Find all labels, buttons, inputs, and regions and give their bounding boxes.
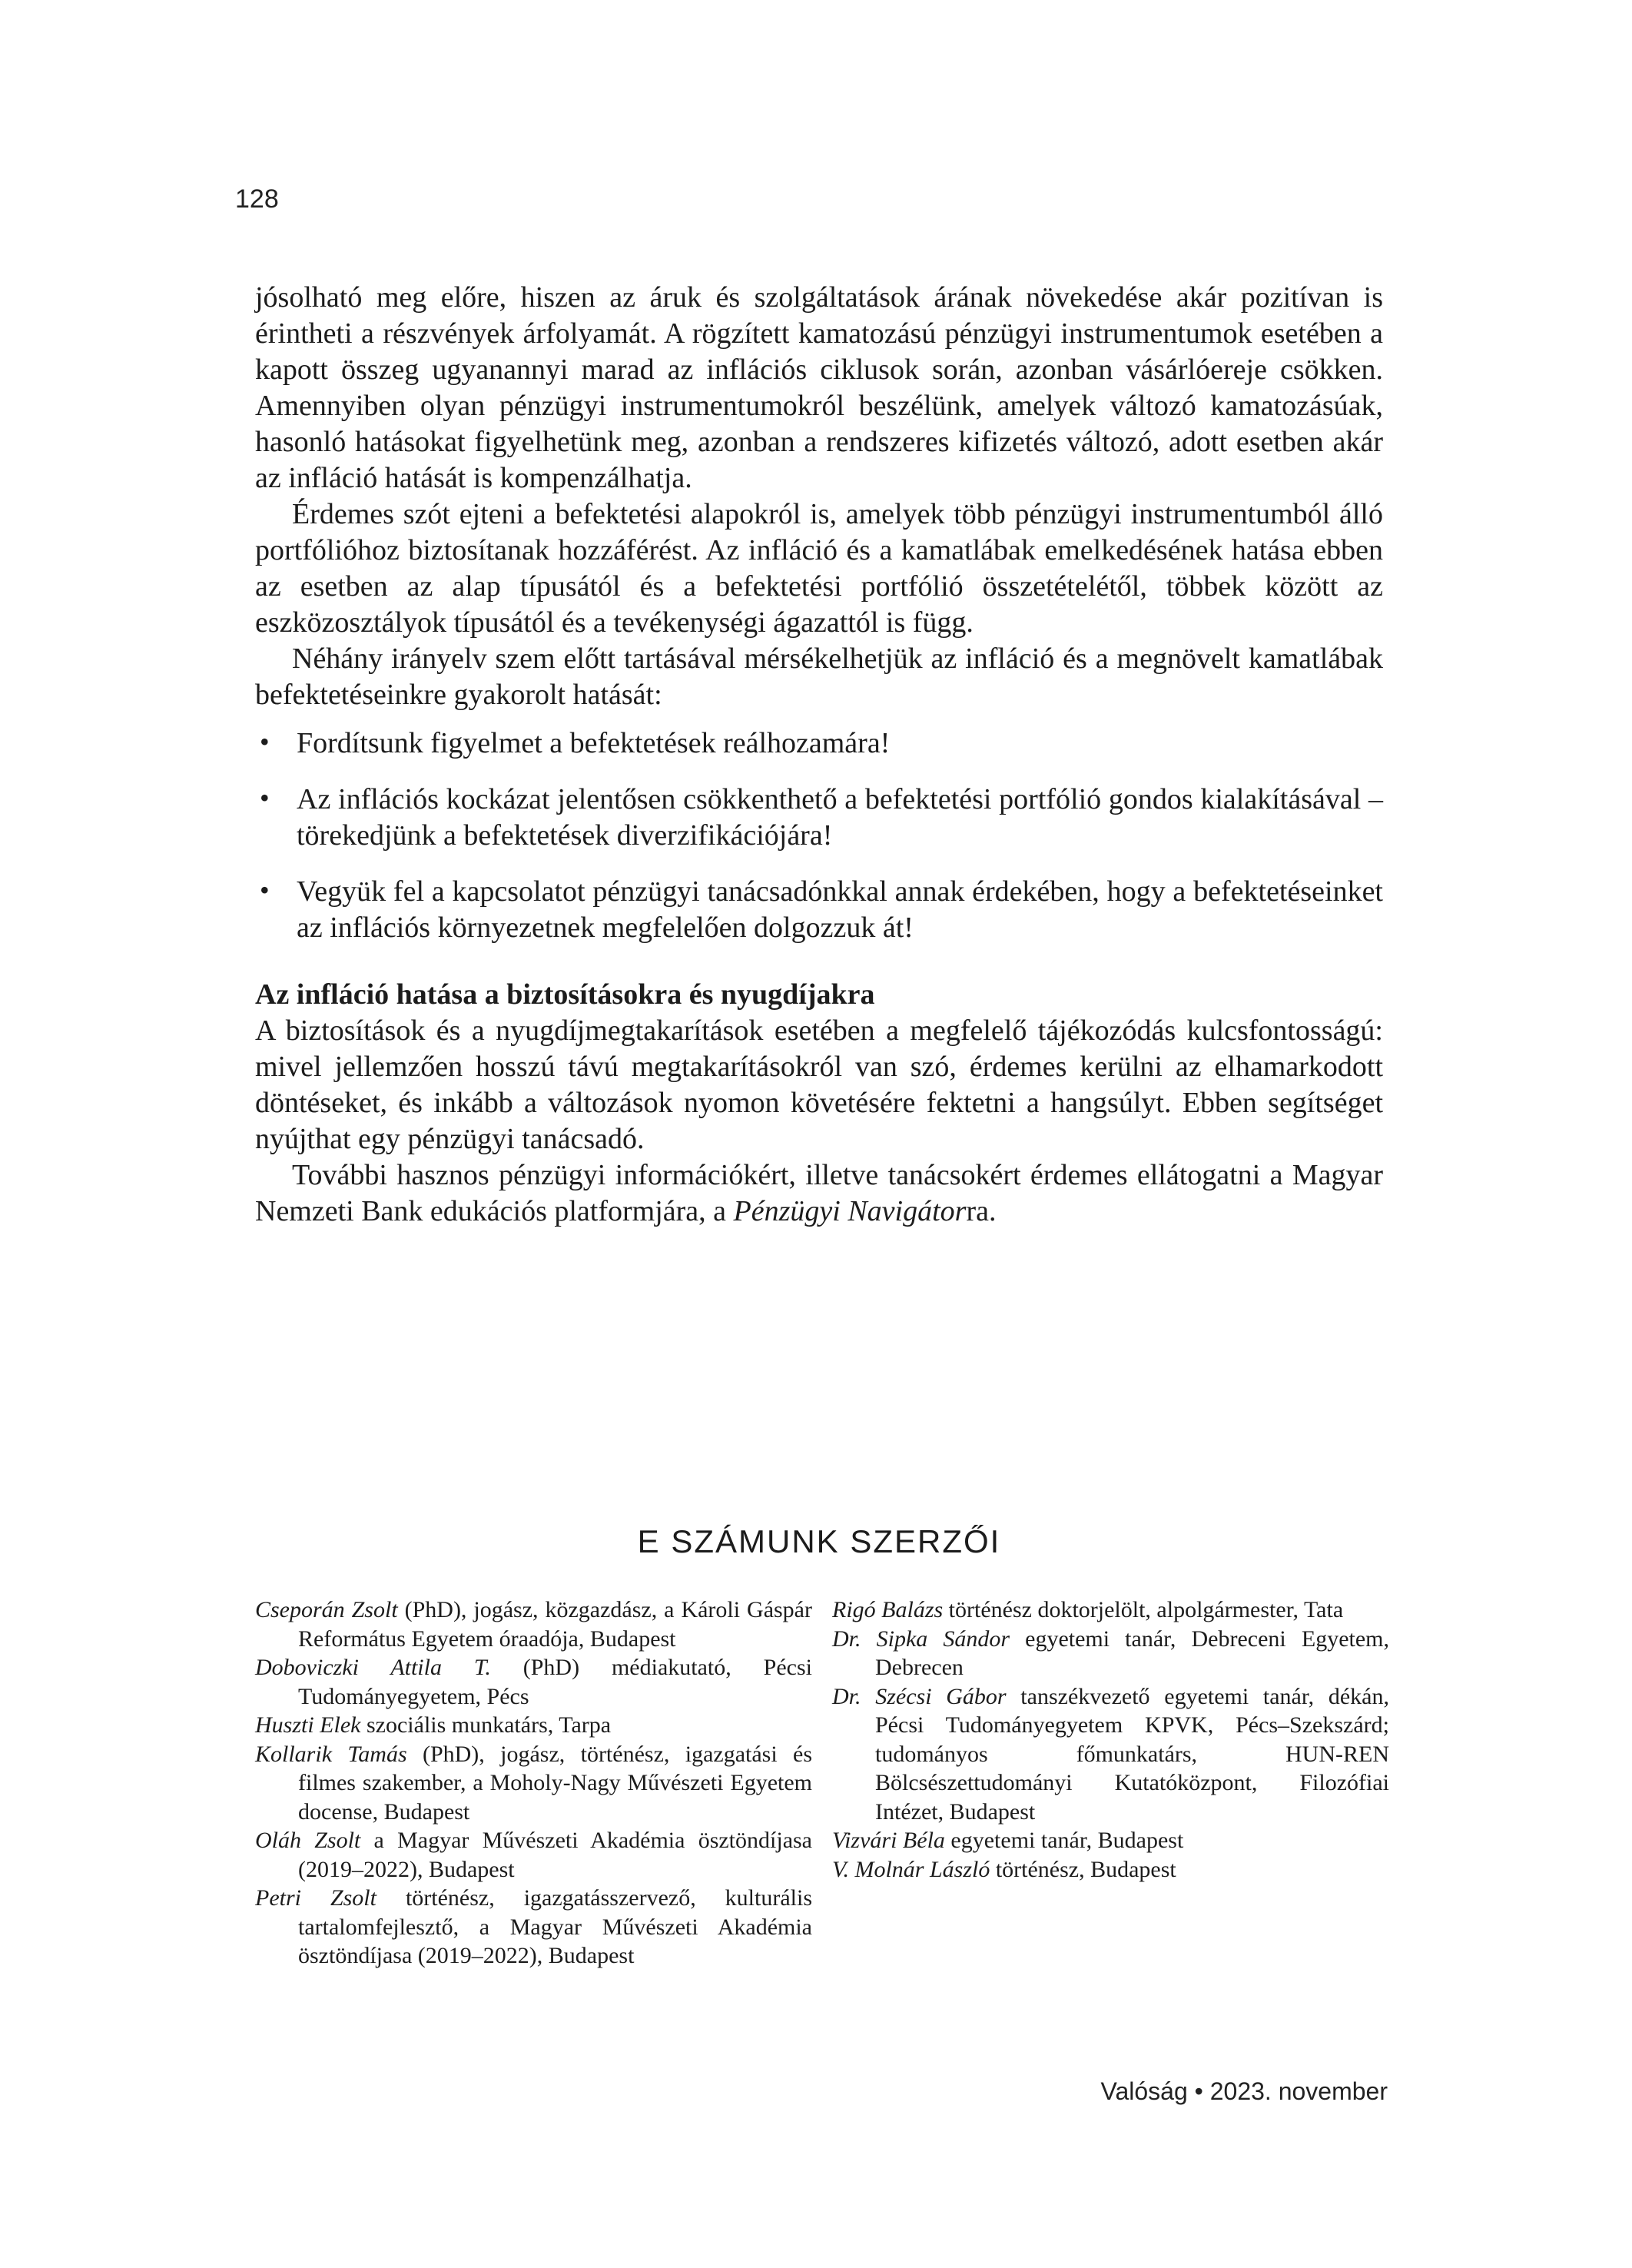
contributor-desc: egyetemi tanár, Budapest [944, 1828, 1184, 1853]
body-paragraph: Néhány irányelv szem előtt tartásával mérsékelhetjük az infláció és a megnövelt kamatlábak befektetéseinkre gyakorolt hatását: [255, 643, 1383, 711]
contributor-name: Kollarik Tamás [255, 1741, 407, 1767]
contributors-section [255, 1596, 1389, 1971]
contributor-entry [832, 1826, 1389, 1855]
contributors-heading: E SZÁMUNK SZERZŐI [637, 1523, 1001, 1559]
body-paragraph: A biztosítások és a nyugdíjmegtakarítások esetében a megfelelő tájékozódás kulcsfontosságú: mivel jellemzően hosszú távú megtakarításokról van szó, érdemes kerülni az elhamarkodott döntéseket, és inkább a változások nyomon követésére fektetni a hangsúlyt. Ebben segítséget nyújthat egy pénzügyi tanácsadó. [255, 1014, 1383, 1155]
closing-text-prefix: További hasznos pénzügyi információkért, illetve tanácsokért érdemes ellátogatni a Magyar Nemzeti Bank edukációs platformjára, a [255, 1159, 1383, 1227]
article-body [255, 280, 1383, 1230]
contributor-desc: (PhD), jogász, közgazdász, a Károli Gáspár Református Egyetem óraadója, Budapest [298, 1597, 812, 1652]
page-number: 128 [235, 184, 279, 214]
contributor-desc: történész, igazgatásszervező, kulturális tartalomfejlesztő, a Magyar Művészeti Akadémia ösztöndíjasa (2019–2022), Budapest [298, 1885, 813, 1968]
bullet-text: Vegyük fel a kapcsolatot pénzügyi tanácsadónkkal annak érdekében, hogy a befektetéseinket az inflációs környezetnek megfelelően dolgozzuk át! [297, 875, 1383, 944]
contributor-entry [832, 1625, 1389, 1682]
contributor-name: Cseporán Zsolt [255, 1597, 398, 1622]
contributor-name: Dr. Szécsi Gábor [832, 1683, 1007, 1709]
contributor-entry [255, 1711, 812, 1740]
contributor-entry [832, 1855, 1389, 1884]
bullet-marker: • [260, 875, 270, 905]
contributor-desc: történész, Budapest [990, 1856, 1176, 1882]
contributor-name: Rigó Balázs [832, 1597, 944, 1622]
contributor-name: Vizvári Béla [832, 1828, 945, 1853]
contributor-name: Dr. Sipka Sándor [832, 1625, 1010, 1652]
contributor-name: Petri Zsolt [255, 1885, 376, 1911]
bullet-item [255, 782, 1383, 854]
contributor-entry [255, 1596, 812, 1653]
contributor-name: Doboviczki Attila T. [255, 1655, 491, 1680]
journal-platform-name: Pénzügyi Navigátor [733, 1195, 967, 1227]
contributor-entry [832, 1682, 1389, 1827]
bullet-item [255, 726, 1383, 762]
section-heading: Az infláció hatása a biztosításokra és nyugdíjakra [255, 978, 875, 1011]
bullet-marker: • [260, 782, 270, 813]
contributor-desc: tanszékvezető egyetemi tanár, dékán, Pécsi Tudományegyetem KPVK, Pécs–Szekszárd; tudományos főmunkatárs, HUN-REN Bölcsészettudományi Kutatóközpont, Filozófiai Intézet, Budapest [875, 1683, 1390, 1825]
contributor-entry [255, 1826, 812, 1884]
contributor-desc: történész doktorjelölt, alpolgármester, Tata [943, 1597, 1344, 1622]
contributor-desc: (PhD) médiakutató, Pécsi Tudományegyetem, Pécs [298, 1655, 812, 1709]
contributor-desc: a Magyar Művészeti Akadémia ösztöndíjasa (2019–2022), Budapest [298, 1828, 812, 1882]
bullet-item [255, 874, 1383, 946]
contributors-column-left [255, 1596, 812, 1971]
body-paragraph: jósolható meg előre, hiszen az áruk és szolgáltatások árának növekedése akár pozitívan is érintheti a részvények árfolyamát. A rögzített kamatozású pénzügyi instrumentumok esetében a kapott összeg ugyanannyi marad az inflációs ciklusok során, azonban vásárlóereje csökken. Amennyiben olyan pénzügyi instrumentumokról beszélünk, amelyek változó kamatozásúak, hasonló hatásokat figyelhetünk meg, azonban a rendszeres kifizetés változó, adott esetben akár az infláció hatását is kompenzálhatja. [255, 281, 1383, 494]
bullet-text: Fordítsunk figyelmet a befektetések reálhozamára! [297, 727, 891, 759]
contributor-desc: szociális munkatárs, Tarpa [360, 1712, 612, 1738]
body-paragraph: Érdemes szót ejteni a befektetési alapokról is, amelyek több pénzügyi instrumentumból álló portfólióhoz biztosítanak hozzáférést. Az infláció és a kamatlábak emelkedésének hatása ebben az esetben az alap típusától és a befektetési portfólió összetételétől, többek között az eszközosztályok típusától és a tevékenységi ágazattól is függ. [255, 498, 1383, 639]
bullet-text: Az inflációs kockázat jelentősen csökkenthető a befektetési portfólió gondos kialakításával – törekedjünk a befektetések diverzifikációjára! [297, 783, 1383, 852]
bullet-list [255, 726, 1383, 946]
body-paragraph-closing [255, 1157, 1383, 1230]
contributor-entry [255, 1653, 812, 1711]
contributor-entry [255, 1740, 812, 1827]
page-footer: Valóság • 2023. november [1100, 2077, 1388, 2105]
contributor-entry [255, 1884, 812, 1971]
contributor-name: V. Molnár László [832, 1856, 990, 1882]
contributor-desc: (PhD), jogász, történész, igazgatási és filmes szakember, a Moholy-Nagy Művészeti Egyetem docense, Budapest [298, 1741, 813, 1825]
contributors-column-right [832, 1596, 1389, 1971]
bullet-marker: • [260, 726, 270, 757]
closing-text-suffix: ra. [966, 1195, 997, 1227]
contributor-entry [832, 1596, 1389, 1625]
contributor-name: Huszti Elek [255, 1712, 361, 1738]
contributor-desc: egyetemi tanár, Debreceni Egyetem, Debrecen [875, 1625, 1389, 1680]
contributor-name: Oláh Zsolt [255, 1828, 361, 1853]
